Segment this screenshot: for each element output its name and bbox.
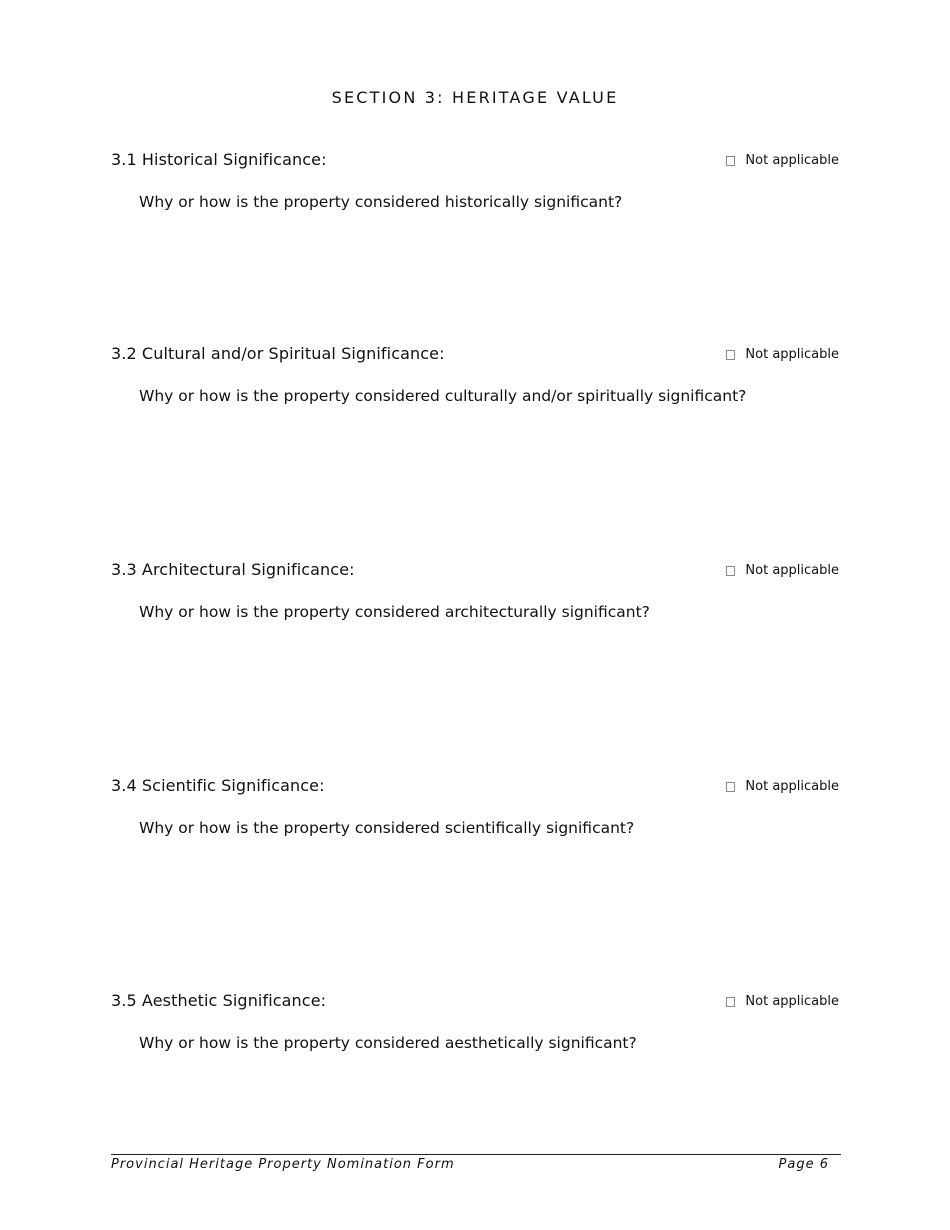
- item-question: Why or how is the property considered scientifically significant?: [139, 819, 635, 837]
- not-applicable-label: Not applicable: [745, 994, 839, 1009]
- not-applicable-checkbox[interactable]: [726, 153, 839, 168]
- checkbox-icon[interactable]: [726, 566, 735, 576]
- section-item-cultural: [111, 344, 839, 405]
- item-header: [111, 150, 839, 174]
- item-header: [111, 560, 839, 584]
- item-question: Why or how is the property considered culturally and/or spiritually significant?: [139, 387, 747, 405]
- item-title: 3.1 Historical Significance:: [111, 150, 327, 169]
- item-title: 3.3 Architectural Significance:: [111, 560, 355, 579]
- not-applicable-checkbox[interactable]: [726, 779, 839, 794]
- section-item-historical: [111, 150, 839, 211]
- item-title: 3.2 Cultural and/or Spiritual Significance:: [111, 344, 445, 363]
- answer-field[interactable]: [139, 848, 839, 928]
- section-title: SECTION 3: HERITAGE VALUE: [331, 88, 619, 107]
- not-applicable-checkbox[interactable]: [726, 347, 839, 362]
- item-question: Why or how is the property considered historically significant?: [139, 193, 623, 211]
- item-question: Why or how is the property considered architecturally significant?: [139, 603, 650, 621]
- section-item-scientific: [111, 776, 839, 837]
- not-applicable-checkbox[interactable]: [726, 994, 839, 1009]
- answer-field[interactable]: [139, 416, 839, 496]
- not-applicable-label: Not applicable: [745, 779, 839, 794]
- section-item-aesthetic: [111, 991, 839, 1052]
- not-applicable-label: Not applicable: [745, 563, 839, 578]
- checkbox-icon[interactable]: [726, 782, 735, 792]
- item-title: 3.5 Aesthetic Significance:: [111, 991, 327, 1010]
- item-header: [111, 344, 839, 368]
- item-question: Why or how is the property considered aesthetically significant?: [139, 1034, 637, 1052]
- page-number: Page 6: [778, 1157, 829, 1172]
- answer-field[interactable]: [139, 1063, 839, 1123]
- checkbox-icon[interactable]: [726, 997, 735, 1007]
- item-header: [111, 991, 839, 1015]
- checkbox-icon[interactable]: [726, 350, 735, 360]
- checkbox-icon[interactable]: [726, 156, 735, 166]
- not-applicable-checkbox[interactable]: [726, 563, 839, 578]
- answer-field[interactable]: [139, 632, 839, 712]
- not-applicable-label: Not applicable: [745, 153, 839, 168]
- answer-field[interactable]: [139, 222, 839, 302]
- page-footer: [111, 1154, 841, 1172]
- not-applicable-label: Not applicable: [745, 347, 839, 362]
- item-header: [111, 776, 839, 800]
- form-name: Provincial Heritage Property Nomination Form: [111, 1157, 455, 1172]
- item-title: 3.4 Scientific Significance:: [111, 776, 325, 795]
- section-item-architectural: [111, 560, 839, 621]
